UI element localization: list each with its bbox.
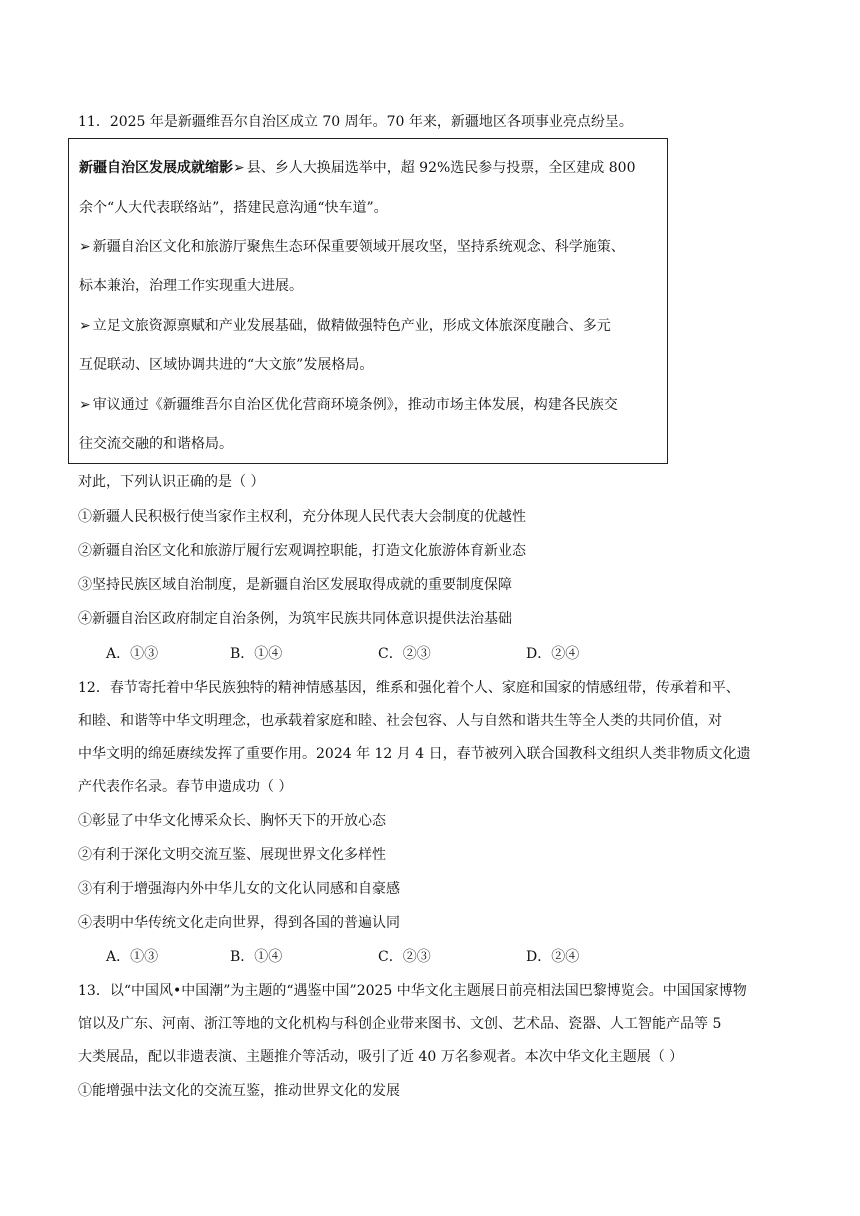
q12-stem-line: 12．春节寄托着中华民族独特的精神情感基因，维系和强化着个人、家庭和国家的情感纽带，传承着和平、 bbox=[78, 680, 740, 696]
arrow-bullet-icon: ➢ bbox=[79, 318, 91, 334]
box-text: 往交流交融的和谐格局。 bbox=[79, 436, 233, 452]
box-title: 新疆自治区发展成就缩影 bbox=[79, 160, 233, 176]
q11-question: 对此，下列认识正确的是（ ） bbox=[78, 474, 265, 490]
box-line-5 bbox=[79, 316, 611, 336]
q12-statement: ①彰显了中华文化博采众长、胸怀天下的开放心态 bbox=[78, 813, 386, 829]
q11-statement: ③坚持民族区域自治制度，是新疆自治区发展取得成就的重要制度保障 bbox=[78, 577, 512, 593]
q12-stem-line: 和睦、和谐等中华文明理念，也承载着家庭和睦、社会包容、人与自然和谐共生等全人类的共同价值，对 bbox=[78, 713, 722, 729]
q13-stem-line: 13．以“中国风•中国潮”为主题的“遇鉴中国”2025 中华文化主题展日前亮相法国巴黎博览会。中国国家博物 bbox=[78, 983, 747, 999]
option-b[interactable]: B．①④ bbox=[230, 949, 283, 965]
option-a[interactable]: A．①③ bbox=[106, 646, 159, 662]
q11-statement: ②新疆自治区文化和旅游厅履行宏观调控职能，打造文化旅游体育新业态 bbox=[78, 543, 526, 559]
option-d[interactable]: D．②④ bbox=[526, 949, 580, 965]
arrow-bullet-icon: ➢ bbox=[79, 397, 91, 413]
box-text: 审议通过《新疆维吾尔自治区优化营商环境条例》，推动市场主体发展，构建各民族交 bbox=[92, 397, 618, 413]
box-text: 余个“人大代表联络站”，搭建民意沟通“快车道”。 bbox=[79, 200, 388, 216]
option-d[interactable]: D．②④ bbox=[526, 646, 580, 662]
q11-statement: ①新疆人民积极行使当家作主权利，充分体现人民代表大会制度的优越性 bbox=[78, 509, 526, 525]
box-text: 互促联动、区域协调共进的“大文旅”发展格局。 bbox=[79, 357, 374, 373]
option-c[interactable]: C．②③ bbox=[378, 646, 431, 662]
arrow-bullet-icon: ➢ bbox=[79, 239, 91, 255]
q12-statement: ④表明中华传统文化走向世界，得到各国的普遍认同 bbox=[78, 915, 400, 931]
box-text: 标本兼治，治理工作实现重大进展。 bbox=[79, 278, 303, 294]
option-c[interactable]: C．②③ bbox=[378, 949, 431, 965]
q12-statement: ③有利于增强海内外中华儿女的文化认同感和自豪感 bbox=[78, 881, 400, 897]
q11-statement: ④新疆自治区政府制定自治条例，为筑牢民族共同体意识提供法治基础 bbox=[78, 611, 512, 627]
box-text: 立足文旅资源禀赋和产业发展基础，做精做强特色产业，形成文体旅深度融合、多元 bbox=[92, 318, 611, 334]
arrow-bullet-icon: ➢ bbox=[233, 160, 245, 176]
option-b[interactable]: B．①④ bbox=[230, 646, 283, 662]
q12-statement: ②有利于深化文明交流互鉴、展现世界文化多样性 bbox=[78, 847, 386, 863]
box-text: 县、乡人大换届选举中，超 92%选民参与投票，全区建成 800 bbox=[246, 160, 636, 176]
option-a[interactable]: A．①③ bbox=[106, 949, 159, 965]
q13-stem-line: 馆以及广东、河南、浙江等地的文化机构与科创企业带来图书、文创、艺术品、瓷器、人工智能产品等 5 bbox=[78, 1016, 722, 1032]
box-line-3 bbox=[79, 237, 625, 257]
q11-material-box bbox=[68, 138, 668, 464]
box-text: 新疆自治区文化和旅游厅聚焦生态环保重要领域开展攻坚，坚持系统观念、科学施策、 bbox=[92, 239, 625, 255]
q12-stem-line: 中华文明的绵延赓续发挥了重要作用。2024 年 12 月 4 日，春节被列入联合国教科文组织人类非物质文化遗 bbox=[78, 746, 751, 762]
q13-stem-line: 大类展品，配以非遗表演、主题推介等活动，吸引了近 40 万名参观者。本次中华文化主题展（ ） bbox=[78, 1049, 684, 1065]
q11-stem: 11．2025 年是新疆维吾尔自治区成立 70 周年。70 年来，新疆地区各项事业亮点纷呈。 bbox=[78, 114, 633, 130]
box-line-1 bbox=[79, 158, 635, 178]
box-line-7 bbox=[79, 395, 618, 415]
q12-stem-line: 产代表作名录。春节申遗成功（ ） bbox=[78, 779, 293, 795]
q13-statement: ①能增强中法文化的交流互鉴，推动世界文化的发展 bbox=[78, 1083, 400, 1099]
